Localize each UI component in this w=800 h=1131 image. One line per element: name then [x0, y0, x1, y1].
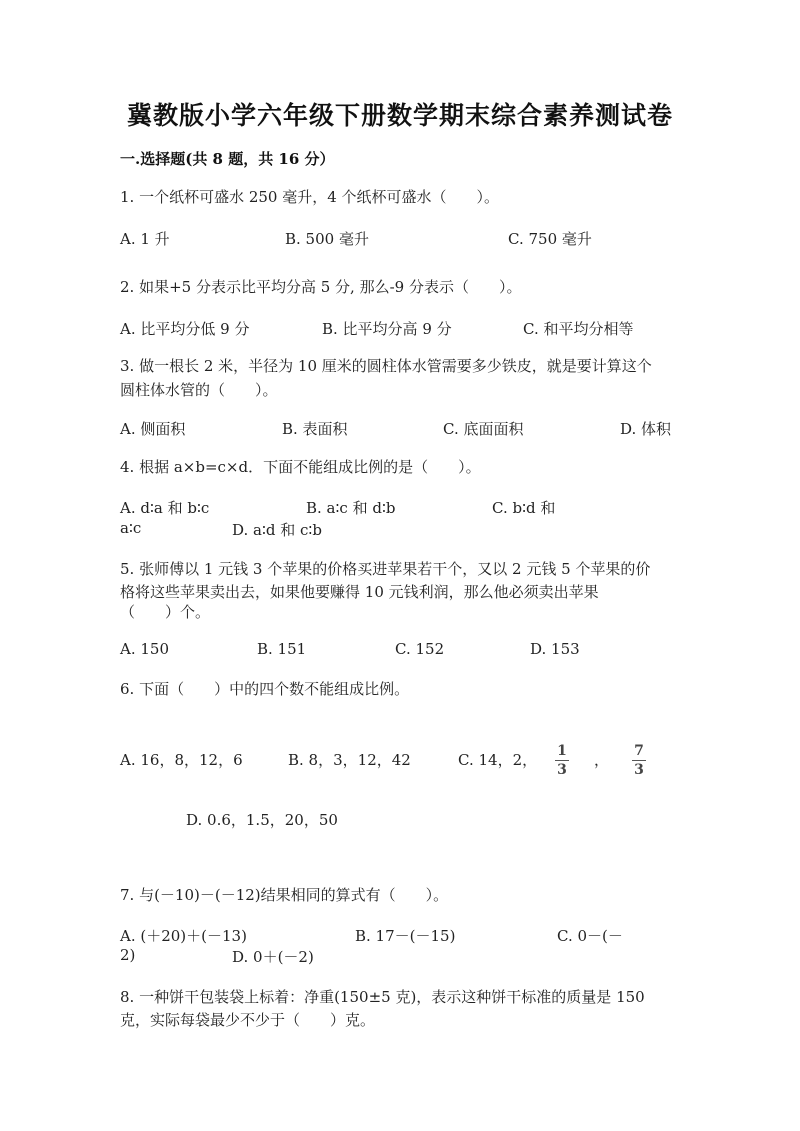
q3-option-c: C. 底面面积: [443, 420, 524, 438]
q6-option-d: D. 0.6，1.5，20，50: [186, 811, 338, 829]
question-6-stem: 6. 下面（ ）中的四个数不能组成比例。: [120, 680, 410, 698]
q1-option-b: B. 500 毫升: [285, 230, 369, 248]
q6-option-a: A. 16，8，12，6: [120, 751, 243, 769]
q7-option-c-continued: 2): [120, 946, 136, 964]
question-7-stem: 7. 与(－10)－(－12)结果相同的算式有（ ）。: [120, 886, 449, 904]
question-5-stem-line2: 格将这些苹果卖出去，如果他要赚得 10 元钱利润，那么他必须卖出苹果: [120, 583, 599, 601]
page-title: 冀教版小学六年级下册数学期末综合素养测试卷: [126, 101, 673, 130]
q6-option-c-separator: ，: [594, 751, 610, 769]
q2-option-c: C. 和平均分相等: [523, 320, 634, 338]
question-3-stem-line1: 3. 做一根长 2 米，半径为 10 厘米的圆柱体水管需要多少铁皮，就是要计算这个: [120, 357, 652, 375]
question-3-stem-line2: 圆柱体水管的（ ）。: [120, 381, 278, 399]
question-8-stem-line1: 8. 一种饼干包装袋上标着：净重(150±5 克)，表示这种饼干标准的质量是 150: [120, 988, 645, 1006]
q4-option-b: B. a∶c 和 d∶b: [306, 499, 396, 517]
q7-option-d: D. 0＋(－2): [232, 948, 314, 966]
q5-option-a: A. 150: [120, 640, 169, 658]
section-heading: 一.选择题(共 8 题，共 16 分）: [120, 150, 335, 168]
q5-option-b: B. 151: [257, 640, 307, 658]
q1-option-c: C. 750 毫升: [508, 230, 592, 248]
q7-option-a: A. (＋20)＋(－13): [120, 927, 247, 945]
q4-option-c-continued: a∶c: [120, 519, 142, 537]
question-8-stem-line2: 克，实际每袋最少不少于（ ）克。: [120, 1011, 376, 1029]
question-4-stem: 4. 根据 a×b=c×d．下面不能组成比例的是（ ）。: [120, 458, 481, 476]
q6-option-c: C. 14，2，: [458, 751, 538, 769]
q3-option-a: A. 侧面积: [120, 420, 186, 438]
fraction-one-third: 1 3: [555, 743, 569, 778]
q2-option-b: B. 比平均分高 9 分: [322, 320, 452, 338]
q3-option-b: B. 表面积: [282, 420, 348, 438]
q1-option-a: A. 1 升: [120, 230, 170, 248]
q4-option-a: A. d∶a 和 b∶c: [120, 499, 210, 517]
q5-option-c: C. 152: [395, 640, 445, 658]
q3-option-d: D. 体积: [620, 420, 672, 438]
fraction-seven-thirds: 7 3: [632, 743, 646, 778]
q7-option-b: B. 17－(－15): [355, 927, 456, 945]
q4-option-c: C. b∶d 和: [492, 499, 556, 517]
q2-option-a: A. 比平均分低 9 分: [120, 320, 250, 338]
question-5-stem-line3: （ ）个。: [120, 603, 211, 621]
q4-option-d: D. a∶d 和 c∶b: [232, 521, 322, 539]
question-1-stem: 1. 一个纸杯可盛水 250 毫升，4 个纸杯可盛水（ ）。: [120, 188, 500, 206]
question-5-stem-line1: 5. 张师傅以 1 元钱 3 个苹果的价格买进苹果若干个，又以 2 元钱 5 个苹果的价: [120, 560, 651, 578]
q6-option-b: B. 8，3，12，42: [288, 751, 411, 769]
question-2-stem: 2. 如果+5 分表示比平均分高 5 分, 那么-9 分表示（ ）。: [120, 278, 522, 296]
q7-option-c: C. 0－(－: [557, 927, 623, 945]
q5-option-d: D. 153: [530, 640, 580, 658]
